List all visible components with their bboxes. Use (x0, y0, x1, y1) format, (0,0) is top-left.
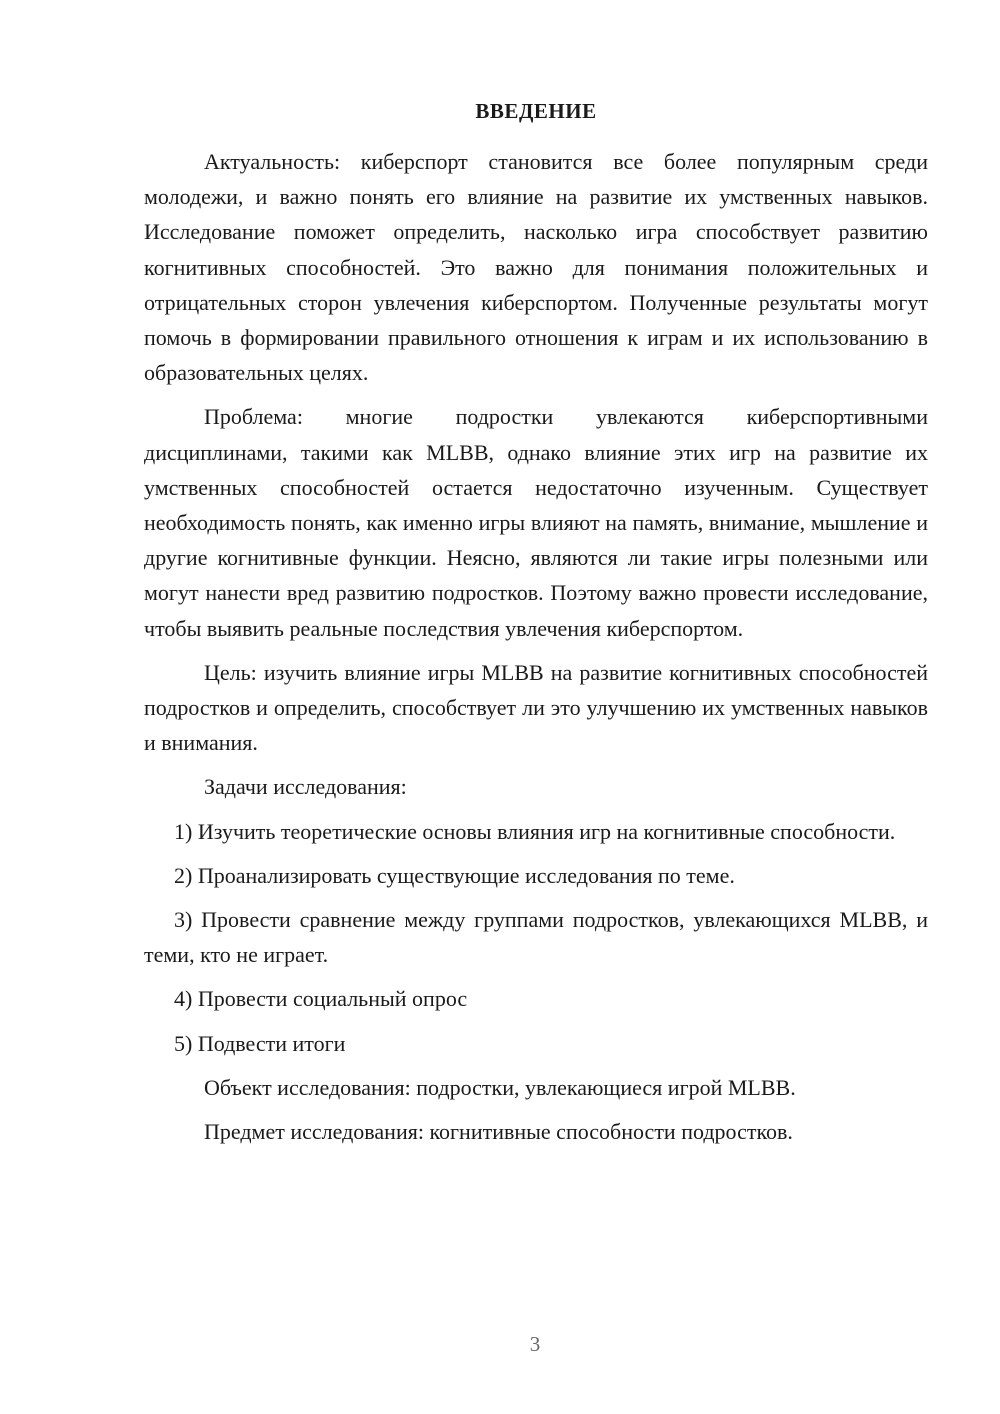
task-item-1: 1) Изучить теоретические основы влияния игр на когнитивные способности. (174, 818, 896, 844)
task-item-2: 2) Проанализировать существующие исследования по теме. (174, 862, 735, 888)
object-paragraph: Объект исследования: подростки, увлекающиеся игрой MLBB. (204, 1074, 796, 1100)
task-item-3: 3) Провести сравнение между группами подростков, увлекающихся MLBB, и теми, кто не играет. (144, 907, 928, 968)
section-title: ВВЕДЕНИЕ (475, 99, 597, 123)
goal-paragraph: Цель: изучить влияние игры MLBB на развитие когнитивных способностей подростков и определить, способствует ли это улучшению их умственных навыков и внимания. (144, 659, 928, 756)
subject-paragraph: Предмет исследования: когнитивные способности подростков. (204, 1119, 793, 1145)
relevance-paragraph: Актуальность: киберспорт становится все более популярным среди молодежи, и важно понять его влияние на развитие их умственных навыков. Исследование поможет определить, насколько игра способствует развитию когнитивных способностей. Это важно для понимания положительных и отрицательных сторон увлечения киберспортом. Полученные результаты могут помочь в формировании правильного отношения к играм и их использованию в образовательных целях. (144, 149, 928, 386)
problem-paragraph: Проблема: многие подростки увлекаются киберспортивными дисциплинами, такими как MLBB, однако влияние этих игр на развитие их умственных способностей остается недостаточно изученным. Существует необходимость понять, как именно игры влияют на память, внимание, мышление и другие когнитивные функции. Неясно, являются ли такие игры полезными или могут нанести вред развитию подростков. Поэтому важно провести исследование, чтобы выявить реальные последствия увлечения киберспортом. (144, 404, 928, 641)
task-item-4: 4) Провести социальный опрос (174, 986, 468, 1012)
task-item-5: 5) Подвести итоги (174, 1030, 346, 1056)
page-content (144, 94, 928, 1149)
tasks-heading: Задачи исследования: (204, 774, 407, 800)
page-number: 3 (529, 1332, 541, 1356)
